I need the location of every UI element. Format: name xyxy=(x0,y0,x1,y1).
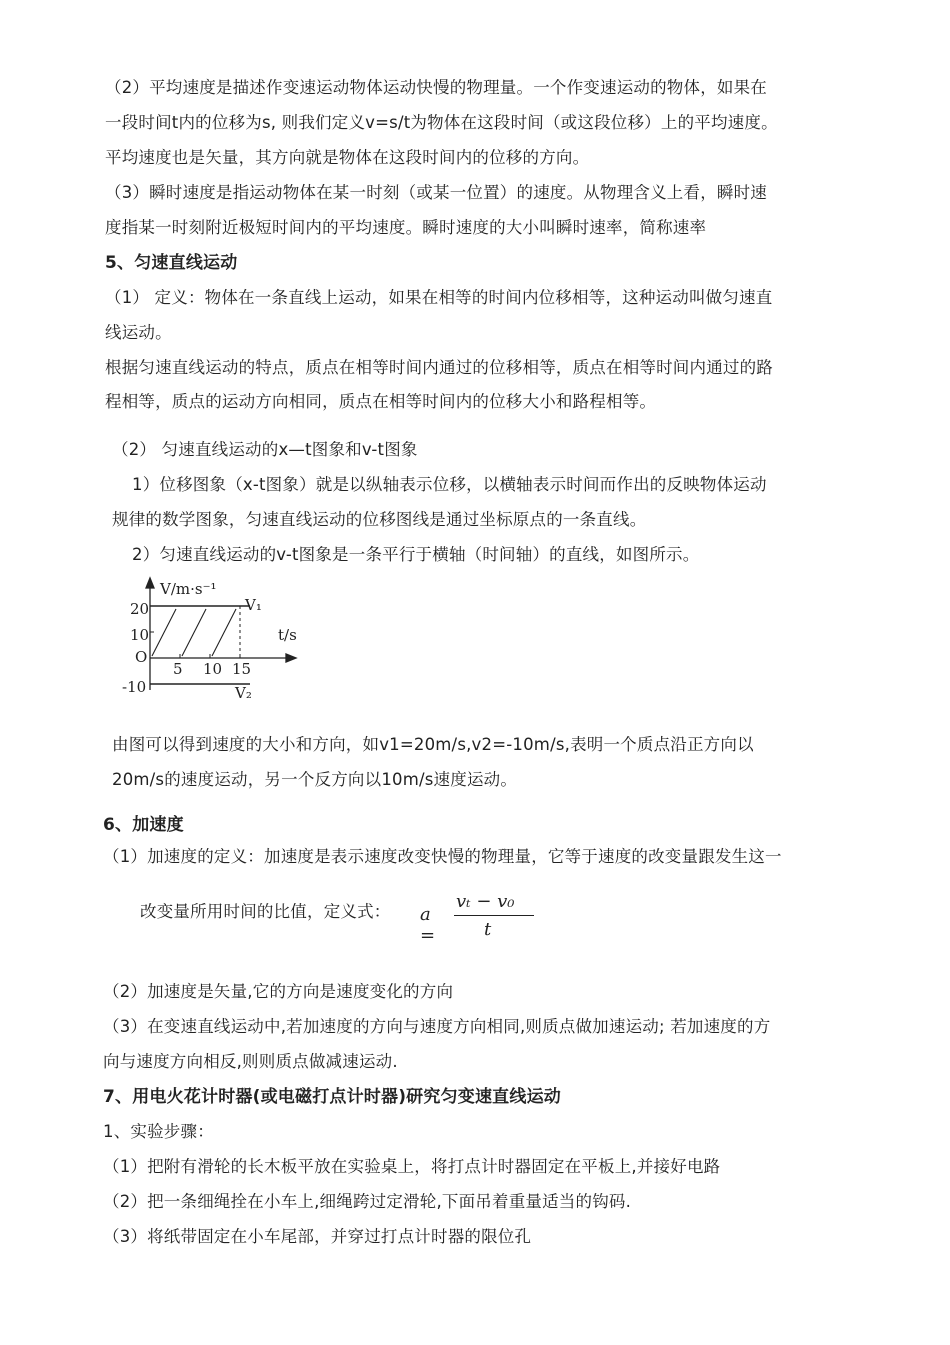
experiment-steps-heading: 1、实验步骤： xyxy=(103,1122,214,1141)
y-tick-20: 20 xyxy=(130,600,150,618)
graph-conclusion-2: 20m/s的速度运动，另一个反方向以10m/s速度运动。 xyxy=(112,770,518,789)
experiment-step-2: （2）把一条细绳拴在小车上,细绳跨过定滑轮,下面吊着重量适当的钩码. xyxy=(103,1192,632,1211)
acceleration-direction-1: （3）在变速直线运动中,若加速度的方向与速度方向相同,则质点做加速运动; 若加速度的方 xyxy=(103,1017,771,1036)
x-axis-arrow xyxy=(286,654,296,662)
section-heading-7: 7、用电火花计时器(或电磁打点计时器)研究匀变速直线运动 xyxy=(103,1087,561,1107)
paragraph-avg-speed-3: 平均速度也是矢量，其方向就是物体在这段时间内的位移的方向。 xyxy=(105,148,590,167)
acceleration-def-2: 改变量所用时间的比值，定义式： xyxy=(140,902,391,921)
paragraph-avg-speed-2: 一段时间t内的位移为s, 则我们定义v=s/t为物体在这段时间（或这段位移）上的平均速度。 xyxy=(105,113,778,132)
x-tick-10: 10 xyxy=(203,660,223,678)
acceleration-vector: （2）加速度是矢量,它的方向是速度变化的方向 xyxy=(103,982,454,1001)
section-heading-6: 6、加速度 xyxy=(103,815,184,835)
area-hatch-2 xyxy=(182,609,206,656)
graph-conclusion-1: 由图可以得到速度的大小和方向，如v1=20m/s,v2=-10m/s,表明一个质点沿正方向以 xyxy=(112,735,754,754)
area-hatch-3 xyxy=(212,609,236,656)
xt-graph-desc-2: 规律的数学图象，匀速直线运动的位移图线是通过坐标原点的一条直线。 xyxy=(112,510,647,529)
formula-numerator: vₜ − v₀ xyxy=(456,891,515,912)
vt-graph-desc: 2）匀速直线运动的v-t图象是一条平行于横轴（时间轴）的直线，如图所示。 xyxy=(132,545,700,564)
experiment-step-1: （1）把附有滑轮的长木板平放在实验桌上，将打点计时器固定在平板上,并接好电路 xyxy=(103,1157,721,1176)
paragraph-instant-speed-2: 度指某一时刻附近极短时间内的平均速度。瞬时速度的大小叫瞬时速率，简称速率 xyxy=(105,218,707,237)
section-heading-5: 5、匀速直线运动 xyxy=(105,253,238,273)
acceleration-direction-2: 向与速度方向相反,则则质点做减速运动. xyxy=(103,1052,398,1071)
formula-lhs: a = xyxy=(420,904,436,946)
area-hatch-1 xyxy=(152,609,176,656)
uniform-motion-def-2: 线运动。 xyxy=(105,323,172,342)
uniform-motion-feature-2: 程相等，质点的运动方向相同，质点在相等时间内的位移大小和路程相等。 xyxy=(105,392,657,411)
x-tick-5: 5 xyxy=(173,660,183,678)
y-tick-neg10: -10 xyxy=(122,678,147,696)
x-tick-15: 15 xyxy=(232,660,252,678)
formula-fraction-bar xyxy=(454,915,534,916)
origin-label: O xyxy=(135,648,148,666)
acceleration-def-1: （1）加速度的定义：加速度是表示速度改变快慢的物理量，它等于速度的改变量跟发生这一 xyxy=(103,847,782,866)
uniform-motion-feature-1: 根据匀速直线运动的特点，质点在相等时间内通过的位移相等，质点在相等时间内通过的路 xyxy=(105,358,773,377)
paragraph-avg-speed-1: （2）平均速度是描述作变速运动物体运动快慢的物理量。一个作变速运动的物体，如果在 xyxy=(105,78,767,97)
uniform-motion-def-1: （1） 定义：物体在一条直线上运动，如果在相等的时间内位移相等，这种运动叫做匀速直 xyxy=(105,288,773,307)
formula-denominator: t xyxy=(484,919,492,940)
paragraph-instant-speed-1: （3）瞬时速度是指运动物体在某一时刻（或某一位置）的速度。从物理含义上看，瞬时速 xyxy=(105,183,767,202)
y-axis-label: V/m·s⁻¹ xyxy=(160,580,217,598)
v1-label: V₁ xyxy=(245,596,262,614)
y-tick-10: 10 xyxy=(130,626,150,644)
graphs-subheading: （2） 匀速直线运动的x—t图象和v-t图象 xyxy=(112,440,418,459)
vt-graph xyxy=(110,572,310,707)
v2-label: V₂ xyxy=(235,684,252,702)
y-axis-arrow xyxy=(146,578,154,588)
x-axis-label: t/s xyxy=(278,626,297,644)
xt-graph-desc-1: 1）位移图象（x-t图象）就是以纵轴表示位移，以横轴表示时间而作出的反映物体运动 xyxy=(132,475,767,494)
experiment-step-3: （3）将纸带固定在小车尾部，并穿过打点计时器的限位孔 xyxy=(103,1227,532,1246)
